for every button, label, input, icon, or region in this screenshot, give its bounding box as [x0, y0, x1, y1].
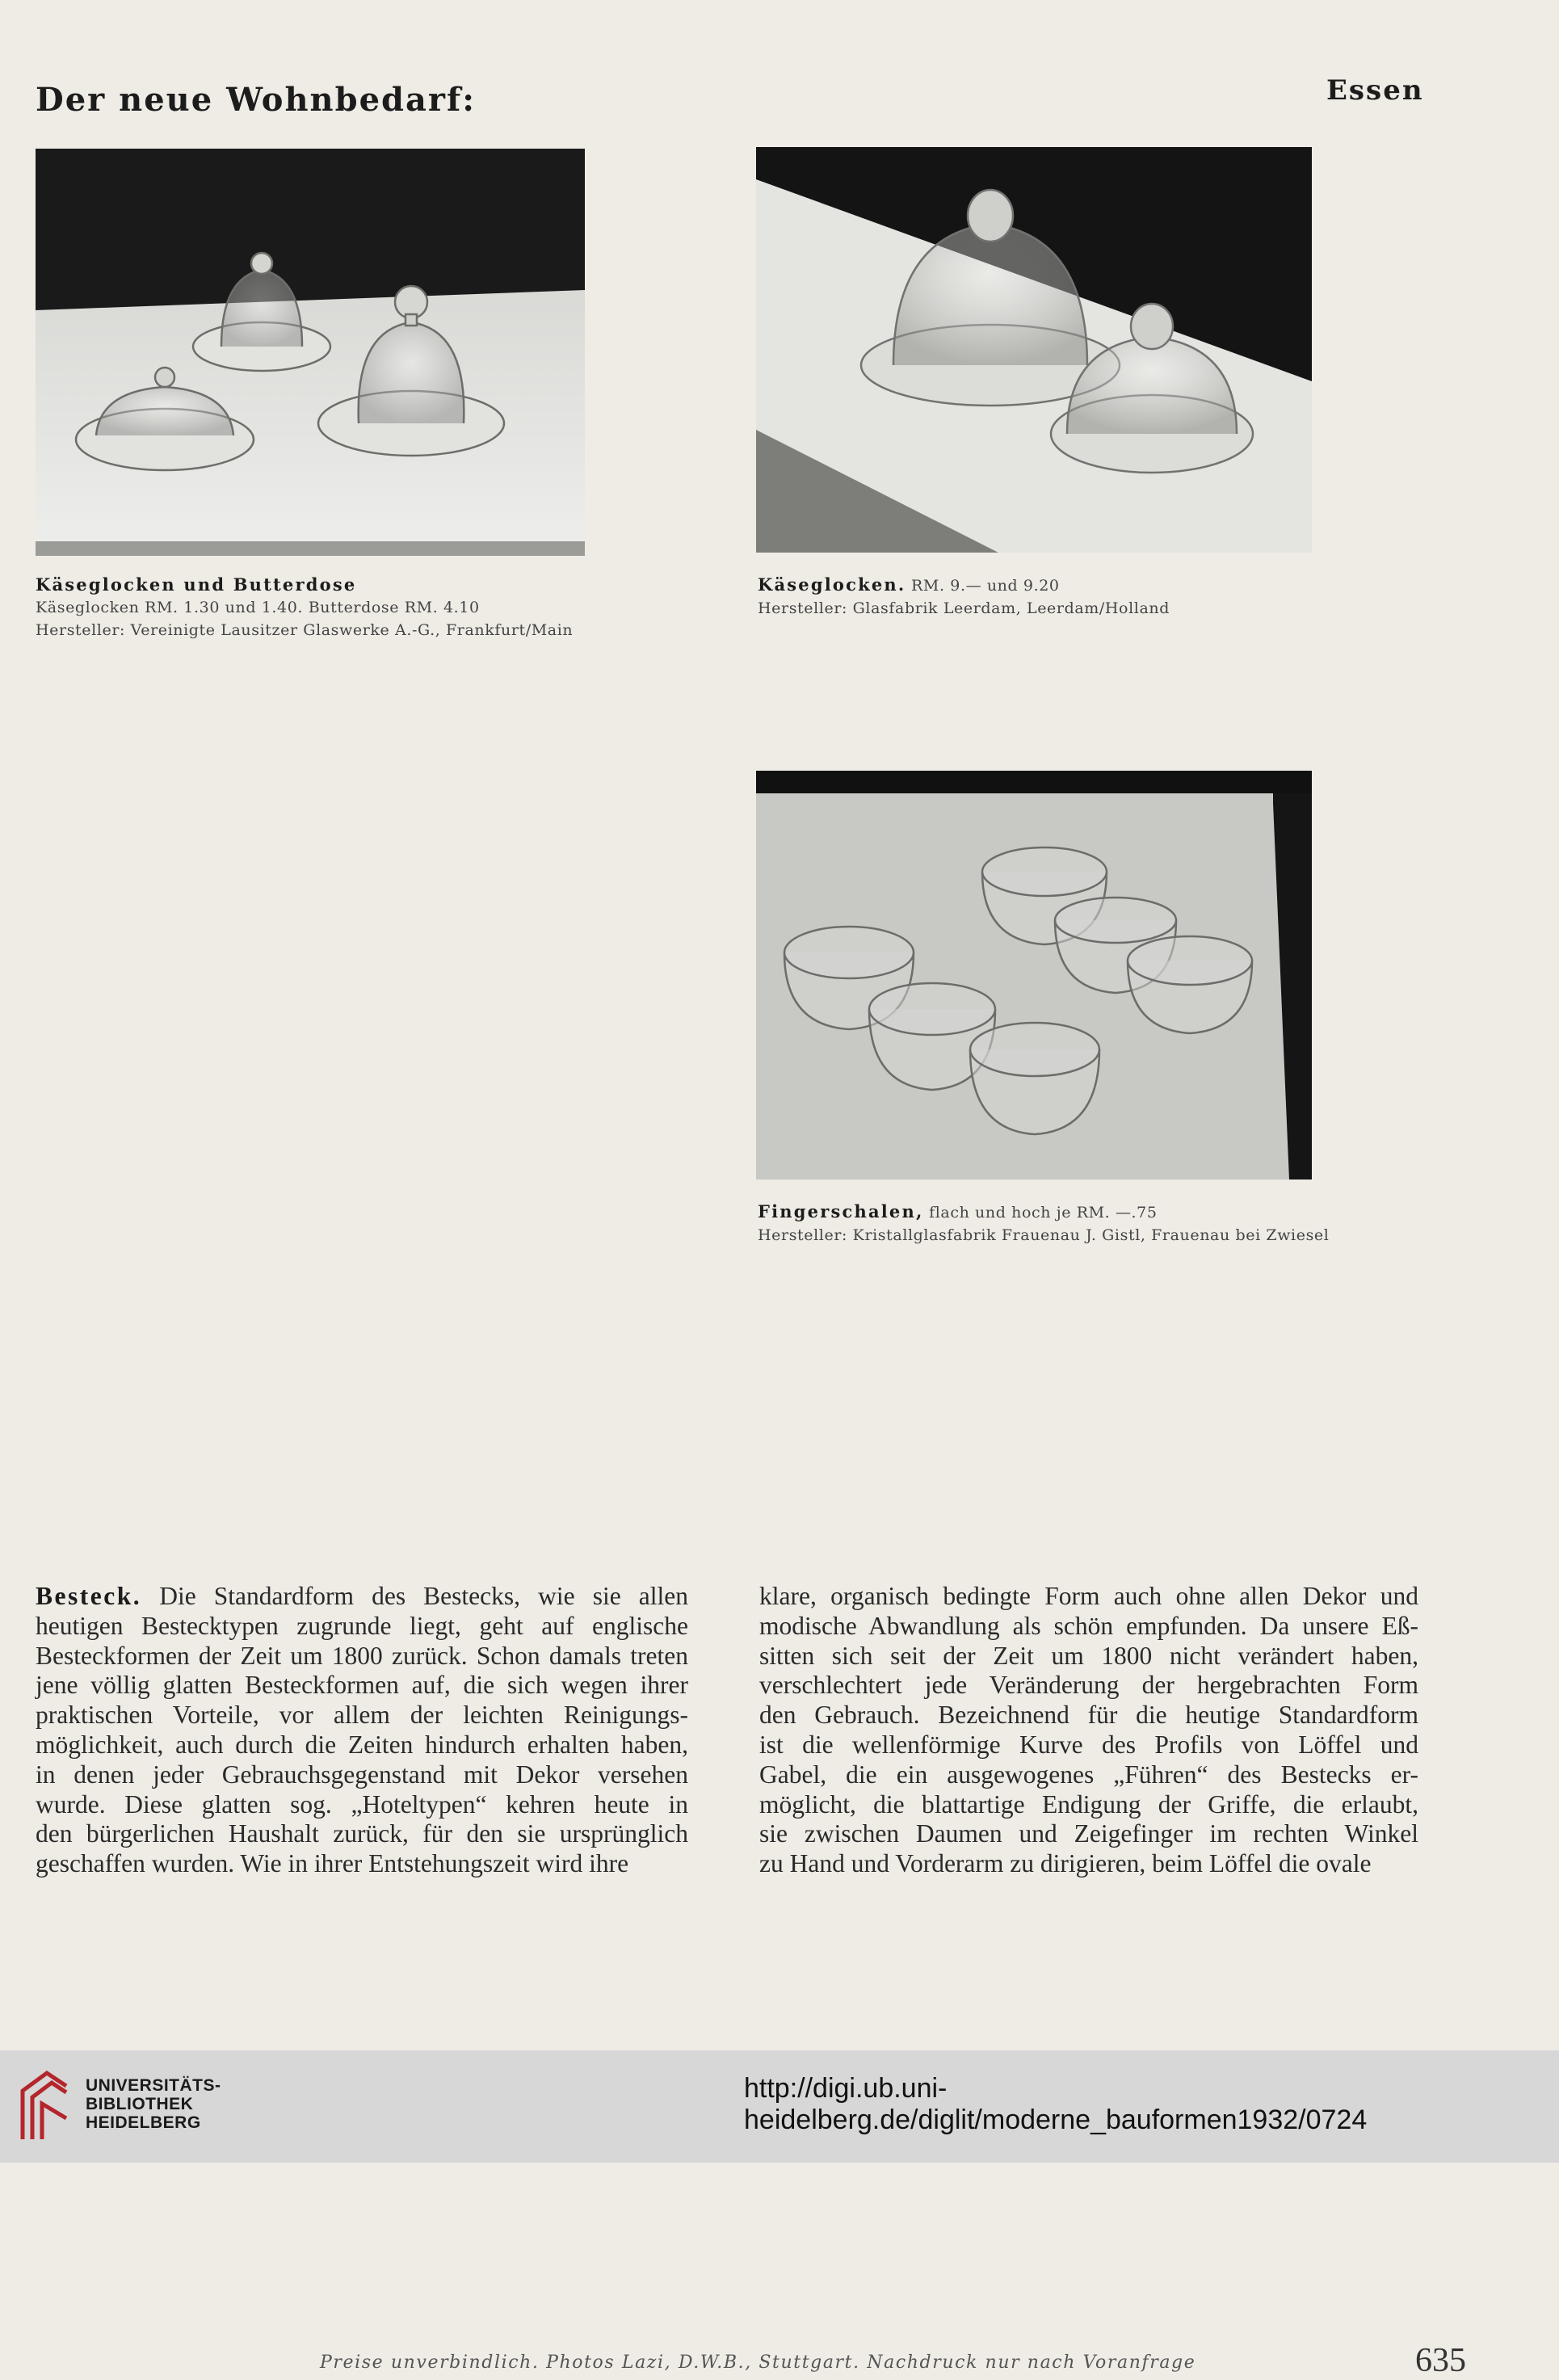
library-bar — [0, 2050, 1559, 2163]
photo-1-caption — [36, 574, 601, 641]
article-line: sitten sich seit der Zeit um 1800 nicht verändert haben, — [759, 1641, 1418, 1670]
library-logo-line: UNIVERSITÄTS- — [86, 2076, 221, 2095]
section-title: Essen — [1326, 74, 1424, 107]
page-heading: Der neue Wohnbedarf: — [36, 81, 476, 119]
article-left-column — [36, 1582, 688, 1879]
photo-finger-bowls — [756, 771, 1312, 1179]
article-line: Besteckformen der Zeit um 1800 zurück. Schon damals treten — [36, 1641, 688, 1670]
article-line: zu Hand und Vorderarm zu dirigieren, beim Löffel die ovale — [759, 1849, 1372, 1878]
article-line: modische Abwandlung als schön empfunden. Da unsere Eß- — [759, 1611, 1418, 1640]
article-line: in denen jeder Gebrauchsgegenstand mit Dekor versehen — [36, 1760, 688, 1789]
page-number: 635 — [1415, 2342, 1466, 2379]
library-logo-line: HEIDELBERG — [86, 2113, 201, 2132]
photo-1-caption-prices: Käseglocken RM. 1.30 und 1.40. Butterdose RM. 4.10 — [36, 599, 480, 616]
photo-2-caption-title: Käseglocken. — [758, 574, 906, 595]
library-logo-line: BIBLIOTHEK — [86, 2095, 194, 2113]
article-line: ist die wellenförmige Kurve des Profils von Löffel und — [759, 1730, 1418, 1759]
article-line: praktischen Vorteile, vor allem der leichten Reinigungs- — [36, 1701, 688, 1730]
article-line: heutigen Bestecktypen zugrunde liegt, geht auf englische — [36, 1611, 688, 1640]
article-line-text: Die Standardform des Bestecks, wie sie allen — [141, 1582, 688, 1610]
article-line: wurde. Diese glatten sog. „Hoteltypen“ kehren heute in — [36, 1789, 688, 1819]
article-right-column — [759, 1582, 1418, 1879]
article-line: möglicht, die blattartige Endigung der Griffe, die erlaubt, — [759, 1789, 1418, 1819]
footer-note: Preise unverbindlich. Photos Lazi, D.W.B., Stuttgart. Nachdruck nur nach Voranfrage — [320, 2353, 1196, 2373]
article-line: klare, organisch bedingte Form auch ohne allen Dekor und — [759, 1582, 1418, 1610]
photo-3-caption-prices: flach und hoch je RM. —.75 — [923, 1204, 1158, 1222]
library-logo-text — [86, 2076, 221, 2132]
article-line: sie zwischen Daumen und Zeigefinger im rechten Winkel — [759, 1819, 1418, 1848]
photo-3-caption-title: Fingerschalen, — [758, 1201, 924, 1222]
photo-3-caption-manufacturer: Hersteller: Kristallglasfabrik Frauenau J. Gistl, Frauenau bei Zwiesel — [758, 1226, 1330, 1244]
source-url-link[interactable]: http://digi.ub.uni-heidelberg.de/diglit/moderne_bauformen1932/0724 — [744, 2073, 1368, 2135]
article-line: möglichkeit, auch durch die Zeiten hindurch erhalten haben, — [36, 1730, 688, 1759]
article-line: den Gebrauch. Bezeichnend für die heutige Standardform — [759, 1701, 1418, 1730]
photo-1-caption-title: Käseglocken und Butterdose — [36, 574, 357, 595]
library-logo-icon[interactable] — [16, 2068, 73, 2146]
article-line — [36, 1582, 688, 1612]
photo-3-caption — [758, 1201, 1339, 1247]
photo-2-caption-manufacturer: Hersteller: Glasfabrik Leerdam, Leerdam/Holland — [758, 599, 1170, 617]
photo-2-caption-prices: RM. 9.— und 9.20 — [906, 577, 1060, 595]
article-runin-heading: Besteck. — [36, 1582, 142, 1610]
photo-cheese-domes-leerdam — [756, 147, 1312, 553]
photo-2-caption — [758, 574, 1323, 620]
photo-cheese-domes-butter-dish — [36, 149, 585, 556]
article-line: geschaffen wurden. Wie in ihrer Entstehungszeit wird ihre — [36, 1849, 629, 1878]
photo-1-caption-manufacturer: Hersteller: Vereinigte Lausitzer Glaswerke A.-G., Frankfurt/Main — [36, 621, 574, 639]
article-line: verschlechtert jede Veränderung der hergebrachten Form — [759, 1671, 1418, 1700]
article-line: den bürgerlichen Haushalt zurück, für den sie ursprünglich — [36, 1819, 688, 1848]
article-line: Gabel, die ein ausgewogenes „Führen“ des Bestecks er- — [759, 1760, 1418, 1789]
article-line: jene völlig glatten Besteckformen auf, die sich wegen ihrer — [36, 1671, 688, 1700]
